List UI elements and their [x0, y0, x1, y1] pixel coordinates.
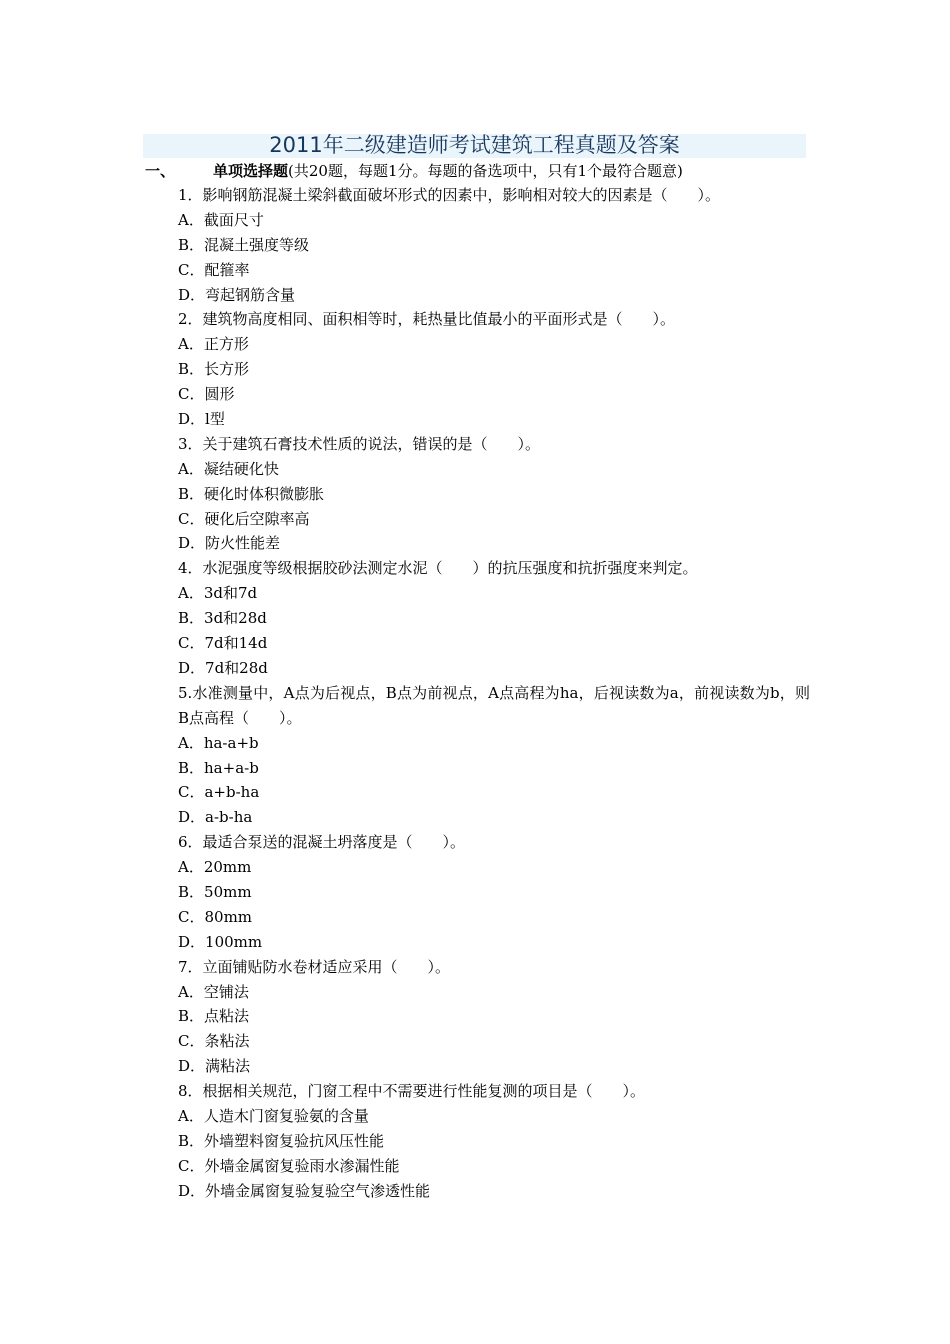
question-1-option-a: A．截面尺寸	[178, 210, 264, 229]
question-1-stem: 1．影响钢筋混凝土梁斜截面破坏形式的因素中，影响相对较大的因素是（ ）。	[178, 186, 721, 204]
question-1-option-d: D．弯起钢筋含量	[178, 285, 296, 304]
question-5-option-a: A．ha-a+b	[178, 733, 259, 752]
question-7-option-d: D．满粘法	[178, 1057, 251, 1076]
question-8-option-d: D．外墙金属窗复验复验空气渗透性能	[178, 1181, 431, 1200]
question-5-stem: 5.水准测量中，A点为后视点，B点为前视点，A点高程为ha，后视读数为a，前视读数为b，则B点高程（ ）。	[178, 683, 810, 727]
question-4-stem: 4．水泥强度等级根据胶砂法测定水泥（ ）的抗压强度和抗折强度来判定。	[178, 559, 698, 578]
question-1-option-c: C．配箍率	[178, 260, 250, 279]
question-2-option-b: B．长方形	[178, 360, 250, 379]
question-5-option-d: D．a-b-ha	[178, 808, 253, 827]
question-list	[178, 183, 810, 1204]
question-3-option-c: C．硬化后空隙率高	[178, 509, 310, 528]
question-1-option-b: B．混凝土强度等级	[178, 235, 310, 254]
question-3-option-a: A．凝结硬化快	[178, 459, 279, 478]
question-8-option-b: B．外墙塑料窗复验抗风压性能	[178, 1131, 385, 1150]
question-3-option-d: D．防火性能差	[178, 534, 281, 553]
question-2-option-d: D．l型	[178, 410, 225, 429]
question-3-option-b: B．硬化时体积微膨胀	[178, 484, 325, 503]
question-7-option-a: A．空铺法	[178, 982, 249, 1001]
question-8-option-a: A．人造木门窗复验氨的含量	[178, 1106, 369, 1125]
question-8-stem: 8．根据相关规范，门窗工程中不需要进行性能复测的项目是（ ）。	[178, 1082, 646, 1101]
question-4-option-a: A．3d和7d	[178, 584, 258, 603]
section-note: (共20题，每题1分。每题的备选项中，只有1个最符合题意)	[288, 162, 683, 180]
question-7-option-c: C．条粘法	[178, 1032, 250, 1051]
question-6-option-a: A．20mm	[178, 858, 252, 877]
section-heading	[145, 159, 683, 183]
question-7-option-b: B．点粘法	[178, 1007, 250, 1026]
question-6-option-d: D．100mm	[178, 932, 263, 951]
section-number: 一、	[145, 162, 176, 180]
document-title: 2011年二级建造师考试建筑工程真题及答案	[269, 133, 680, 157]
question-6-option-c: C．80mm	[178, 907, 253, 926]
question-4-option-b: B．3d和28d	[178, 609, 267, 628]
question-5-option-b: B．ha+a-b	[178, 758, 259, 777]
question-5-option-c: C．a+b-ha	[178, 783, 260, 802]
question-6-option-b: B．50mm	[178, 882, 252, 901]
question-2-option-c: C．圆形	[178, 385, 235, 404]
section-title: 单项选择题	[213, 162, 289, 180]
question-6-stem: 6．最适合泵送的混凝土坍落度是（ ）。	[178, 833, 466, 852]
question-7-stem: 7．立面铺贴防水卷材适应采用（ ）。	[178, 957, 451, 976]
question-4-option-d: D．7d和28d	[178, 658, 268, 677]
question-8-option-c: C．外墙金属窗复验雨水渗漏性能	[178, 1156, 400, 1175]
question-4-option-c: C．7d和14d	[178, 634, 268, 653]
question-3-stem: 3．关于建筑石膏技术性质的说法，错误的是（ ）。	[178, 434, 541, 453]
question-2-option-a: A．正方形	[178, 335, 249, 354]
question-2-stem: 2．建筑物高度相同、面积相等时，耗热量比值最小的平面形式是（ ）。	[178, 310, 676, 329]
